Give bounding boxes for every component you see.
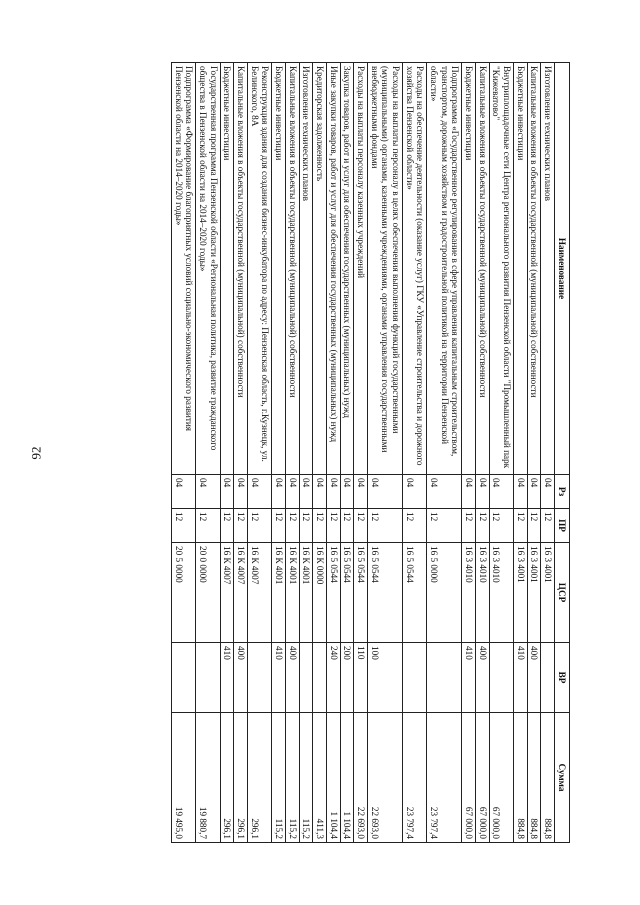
cell-sum: 115,2 — [285, 713, 299, 843]
cell-vr — [299, 643, 313, 713]
cell-pr: 12 — [247, 509, 271, 543]
table-row — [367, 63, 402, 843]
table-row — [196, 63, 220, 843]
cell-rz: 04 — [171, 475, 195, 509]
table-row — [354, 63, 368, 843]
cell-name: Бюджетные инвестиции — [220, 63, 234, 475]
cell-csr: 20 0 0000 — [196, 543, 220, 643]
table-row — [462, 63, 476, 843]
cell-pr: 12 — [462, 509, 476, 543]
cell-pr: 12 — [513, 509, 527, 543]
cell-sum: 67 000,0 — [462, 713, 476, 843]
cell-sum: 19 495,0 — [171, 713, 195, 843]
cell-sum: 296,1 — [234, 713, 248, 843]
cell-rz: 04 — [541, 475, 555, 509]
cell-vr — [427, 643, 462, 713]
cell-vr: 410 — [220, 643, 234, 713]
cell-pr: 12 — [326, 509, 340, 543]
cell-rz: 04 — [234, 475, 248, 509]
cell-name: Иные закупки товаров, работ и услуг для обеспечения государственных (муниципальных) нужд — [326, 63, 340, 475]
cell-rz: 04 — [489, 475, 513, 509]
cell-rz: 04 — [196, 475, 220, 509]
cell-pr: 12 — [313, 509, 327, 543]
cell-rz: 04 — [326, 475, 340, 509]
cell-vr — [489, 643, 513, 713]
cell-vr — [313, 643, 327, 713]
cell-vr — [247, 643, 271, 713]
cell-name: Закупка товаров, работ и услуг для обеспечения государственных (муниципальных) нужд — [340, 63, 354, 475]
cell-vr: 400 — [234, 643, 248, 713]
cell-sum: 23 797,4 — [402, 713, 426, 843]
cell-sum: 296,1 — [247, 713, 271, 843]
cell-name: Государственная программа Пензенской области «Региональная политика, развитие гражданского общества в Пензенской области на 2014–2020 годы» — [196, 63, 220, 475]
cell-vr: 110 — [354, 643, 368, 713]
cell-name: Подпрограмма «Государственное регулирование в сфере управления капитальным строительством, транспортом, дорожным хозяйством и градостроительной политикой на территории Пензенской области» — [427, 63, 462, 475]
cell-name: Капитальные вложения в объекты государственной (муниципальной) собственности — [527, 63, 541, 475]
table-row — [285, 63, 299, 843]
table-row — [247, 63, 271, 843]
cell-vr — [171, 643, 195, 713]
cell-vr: 400 — [475, 643, 489, 713]
table-row — [427, 63, 462, 843]
cell-csr: 16 3 4001 — [513, 543, 527, 643]
table-row — [234, 63, 248, 843]
cell-pr: 12 — [527, 509, 541, 543]
table-row — [340, 63, 354, 843]
cell-rz: 04 — [427, 475, 462, 509]
cell-csr: 16 5 0000 — [427, 543, 462, 643]
header-csr: ЦСР — [555, 543, 570, 643]
cell-csr: 16 К 4001 — [272, 543, 286, 643]
cell-name: Расходы на обеспечение деятельности (оказание услуг) ГКУ «Управление строительства и дорожного хозяйства Пензенской области» — [402, 63, 426, 475]
cell-vr — [541, 643, 555, 713]
table-row — [299, 63, 313, 843]
cell-csr: 20 5 0000 — [171, 543, 195, 643]
cell-csr: 16 К 4001 — [285, 543, 299, 643]
cell-name: Бюджетные инвестиции — [272, 63, 286, 475]
cell-rz: 04 — [220, 475, 234, 509]
cell-name: Реконструкция здания для создания бизнес-инкубатора по адресу: Пензенская область, г.Кузнецк, ул. Белинского, 8А — [247, 63, 271, 475]
cell-rz: 04 — [402, 475, 426, 509]
cell-rz: 04 — [475, 475, 489, 509]
cell-csr: 16 3 4010 — [475, 543, 489, 643]
table-header-row — [555, 63, 570, 843]
cell-name: Капитальные вложения в объекты государственной (муниципальной) собственности — [234, 63, 248, 475]
cell-pr: 12 — [475, 509, 489, 543]
table-row — [402, 63, 426, 843]
table-row — [541, 63, 555, 843]
cell-pr: 12 — [171, 509, 195, 543]
cell-vr: 100 — [367, 643, 402, 713]
cell-pr: 12 — [340, 509, 354, 543]
cell-pr: 12 — [196, 509, 220, 543]
cell-sum: 115,2 — [299, 713, 313, 843]
cell-vr — [196, 643, 220, 713]
cell-pr: 12 — [285, 509, 299, 543]
cell-csr: 16 5 0544 — [326, 543, 340, 643]
cell-rz: 04 — [513, 475, 527, 509]
cell-csr: 16 К 0000 — [313, 543, 327, 643]
cell-rz: 04 — [354, 475, 368, 509]
cell-sum: 67 000,0 — [489, 713, 513, 843]
cell-name: Расходы на выплаты персоналу казенных учреждений — [354, 63, 368, 475]
cell-rz: 04 — [527, 475, 541, 509]
cell-pr: 12 — [427, 509, 462, 543]
header-rz: Рз — [555, 475, 570, 509]
cell-rz: 04 — [340, 475, 354, 509]
table-body — [171, 63, 554, 843]
cell-pr: 12 — [272, 509, 286, 543]
cell-sum: 115,2 — [272, 713, 286, 843]
cell-name: Изготовление технических планов — [299, 63, 313, 475]
table-row — [272, 63, 286, 843]
header-sum: Сумма — [555, 713, 570, 843]
cell-pr: 12 — [220, 509, 234, 543]
cell-csr: 16 К 4007 — [234, 543, 248, 643]
cell-vr: 410 — [272, 643, 286, 713]
header-vr: ВР — [555, 643, 570, 713]
cell-pr: 12 — [489, 509, 513, 543]
cell-csr: 16 К 4001 — [299, 543, 313, 643]
cell-pr: 12 — [234, 509, 248, 543]
cell-csr: 16 5 0544 — [367, 543, 402, 643]
cell-csr: 16 5 0544 — [402, 543, 426, 643]
cell-csr: 16 5 0544 — [354, 543, 368, 643]
cell-sum: 884,8 — [513, 713, 527, 843]
cell-csr: 16 3 4001 — [527, 543, 541, 643]
table-row — [527, 63, 541, 843]
cell-csr: 16 К 4007 — [247, 543, 271, 643]
rotated-table-container — [92, 62, 570, 842]
table-row — [220, 63, 234, 843]
cell-sum: 23 797,4 — [427, 713, 462, 843]
cell-name: Бюджетные инвестиции — [513, 63, 527, 475]
cell-sum: 411,3 — [313, 713, 327, 843]
cell-sum: 884,8 — [541, 713, 555, 843]
cell-name: Расходы на выплаты персоналу в целях обеспечения выполнения функций государственными (муниципальными) органами, казенными учреждениями, органами управления государственными внебюджетными фондами — [367, 63, 402, 475]
cell-name: Изготовление технических планов — [541, 63, 555, 475]
cell-rz: 04 — [313, 475, 327, 509]
budget-table — [171, 62, 570, 843]
cell-sum: 22 693,0 — [367, 713, 402, 843]
cell-sum: 296,1 — [220, 713, 234, 843]
cell-rz: 04 — [272, 475, 286, 509]
cell-vr: 200 — [340, 643, 354, 713]
cell-vr: 410 — [513, 643, 527, 713]
table-row — [475, 63, 489, 843]
cell-vr: 400 — [527, 643, 541, 713]
cell-csr: 16 3 4010 — [462, 543, 476, 643]
header-pr: ПР — [555, 509, 570, 543]
cell-name: Кредиторская задолженность — [313, 63, 327, 475]
cell-sum: 67 000,0 — [475, 713, 489, 843]
header-name: Наименование — [555, 63, 570, 475]
cell-csr: 16 3 4001 — [541, 543, 555, 643]
cell-rz: 04 — [367, 475, 402, 509]
cell-rz: 04 — [247, 475, 271, 509]
cell-pr: 12 — [402, 509, 426, 543]
cell-sum: 22 693,0 — [354, 713, 368, 843]
cell-rz: 04 — [299, 475, 313, 509]
table-row — [313, 63, 327, 843]
cell-vr: 400 — [285, 643, 299, 713]
cell-name: Подпрограмма «Формирование благоприятных условий социально-экономического развития Пензенской области на 2014–2020 годы» — [171, 63, 195, 475]
cell-vr — [402, 643, 426, 713]
cell-pr: 12 — [299, 509, 313, 543]
table-row — [489, 63, 513, 843]
cell-rz: 04 — [462, 475, 476, 509]
cell-pr: 12 — [354, 509, 368, 543]
cell-sum: 884,8 — [527, 713, 541, 843]
cell-sum: 1 104,4 — [340, 713, 354, 843]
cell-vr: 240 — [326, 643, 340, 713]
cell-csr: 16 К 4007 — [220, 543, 234, 643]
cell-name: Капитальные вложения в объекты государственной (муниципальной) собственности — [285, 63, 299, 475]
cell-name: Внутриплощадочные сети Центра регионального развития Пензенской области "Промышленный парк "Кижеватово" — [489, 63, 513, 475]
cell-vr: 410 — [462, 643, 476, 713]
cell-sum: 19 880,7 — [196, 713, 220, 843]
cell-sum: 1 104,4 — [326, 713, 340, 843]
table-row — [513, 63, 527, 843]
cell-pr: 12 — [367, 509, 402, 543]
page-number: 92 — [28, 446, 44, 460]
cell-rz: 04 — [285, 475, 299, 509]
table-row — [326, 63, 340, 843]
cell-csr: 16 5 0544 — [340, 543, 354, 643]
cell-pr: 12 — [541, 509, 555, 543]
cell-name: Бюджетные инвестиции — [462, 63, 476, 475]
cell-name: Капитальные вложения в объекты государственной (муниципальной) собственности — [475, 63, 489, 475]
table-row — [171, 63, 195, 843]
cell-csr: 16 3 4010 — [489, 543, 513, 643]
